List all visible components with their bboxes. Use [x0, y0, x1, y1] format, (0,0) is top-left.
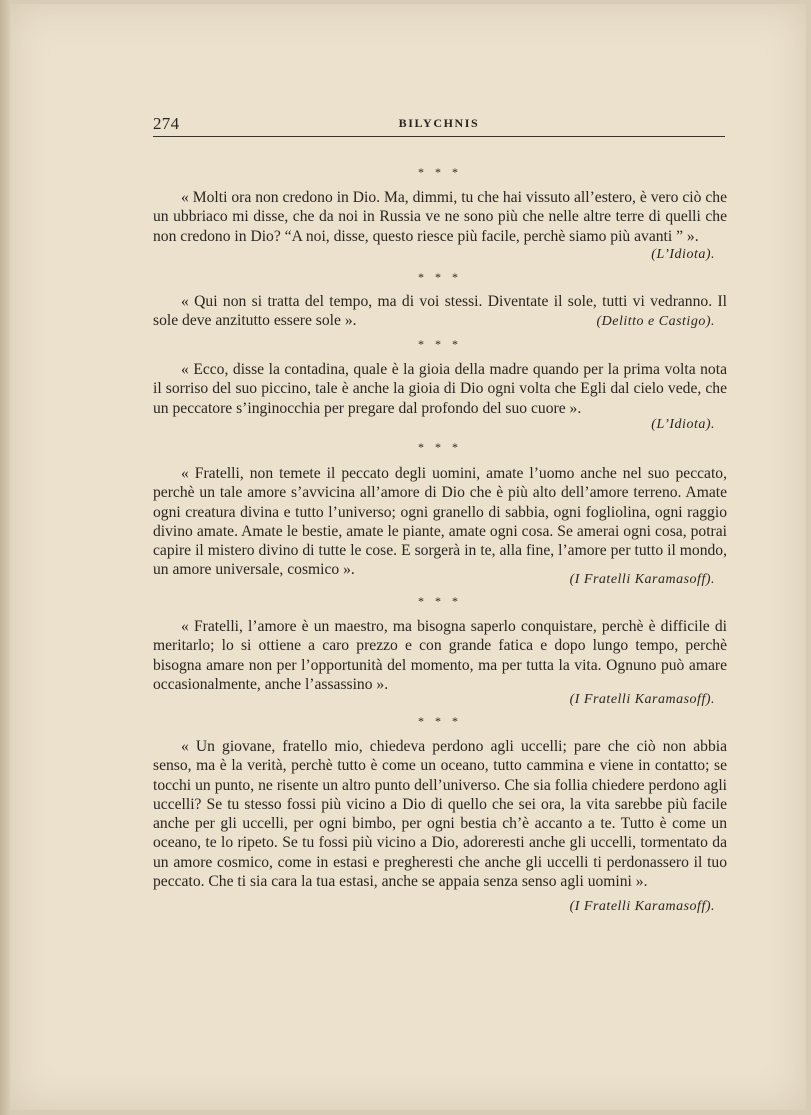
quote-text: « Fratelli, non temete il peccato degli uomini, amate l’uomo anche nel suo peccato, perchè un tale amore s’avvicina all’amore di Dio che è più alto dell’amore terreno. Amate ogni creatura divina e tutto l’universo; ogni granello di sabbia, ogni fogliolina, ogni raggio divino amate. Amate le bestie, amate le piante, amate ogni cosa. Se amerai ogni cosa, potrai capire il mistero divino di tutte le cose. E sorgerà in te, alla fine, l’amore per tutto il mondo, un amore universale, cosmico ». [153, 465, 727, 579]
quote-text: « Un giovane, fratello mio, chiedeva perdono agli uccelli; pare che ciò non abbia senso, ma è la verità, perchè tutto è come un oceano, tutto cammina e viene in contatto; se tocchi un punto, ne risente un altro punto dell’universo. Che sia follia chiedere perdono agli uccelli? Se tu stesso fossi più vicino a Dio di quello che sei ora, la vita sarebbe più facile anche per gli uccelli, per ogni bimbo, per ogni bestia ch’è accanto a te. Tutto è come un oceano, te lo ripeto. Se tu fossi più vicino a Dio, adoreresti anche gli uccelli, tormentato da un amore cosmico, come in estasi e pregheresti che anche gli uccelli ti perdonassero il tuo peccato. Che ti sia cara la tua estasi, anche se appaia senza senso agli uomini ». [153, 738, 727, 891]
quote-source: (I Fratelli Karamasoff). [569, 572, 715, 587]
running-head: BILYCHNIS [398, 116, 480, 130]
quote-source: (L’Idiota). [651, 417, 715, 432]
quote-source: (I Fratelli Karamasoff). [569, 692, 715, 707]
page-edge-shadow [0, 0, 10, 1115]
section-separator: * * * [418, 270, 462, 284]
quote-source: (L’Idiota). [651, 247, 715, 262]
quote-text: « Fratelli, l’amore è un maestro, ma bisogna saperlo conquistare, perchè è difficile di meritarlo; lo si ottiene a caro prezzo e con grande fatica e dopo lungo tempo, perchè bisogna amare non per l’opportunità del momento, ma per tutta la vita. Ognuno può amare occasionalmente, anche l’assassino ». [153, 618, 727, 693]
section-separator: * * * [418, 165, 462, 179]
quote-text: « Ecco, disse la contadina, quale è la gioia della madre quando per la prima volta nota il sorriso del suo piccino, tale è anche la gioia di Dio ogni volta che Egli dal cielo vede, che un peccatore s’inginocchia per pregare dal profondo del suo cuore ». [153, 361, 727, 417]
quote-text: « Qui non si tratta del tempo, ma di voi stessi. Diventate il sole, tutti vi vedranno. Il sole deve anzitutto essere sole ». [153, 293, 727, 330]
page-header [153, 112, 725, 137]
section-separator: * * * [418, 714, 462, 728]
quote-source: (Delitto e Castigo). [596, 314, 715, 329]
quote-source: (I Fratelli Karamasoff). [569, 899, 715, 914]
section-separator: * * * [418, 440, 462, 454]
section-separator: * * * [418, 337, 462, 351]
page-number: 274 [153, 114, 180, 133]
section-separator: * * * [418, 594, 462, 608]
quote-text: « Molti ora non credono in Dio. Ma, dimmi, tu che hai vissuto all’estero, è vero ciò che un ubbriaco mi disse, che da noi in Russia ve ne sono più che nelle altre terre di quelli che non credono in Dio? “A noi, disse, questo riesce più facile, perchè siamo più avanti ” ». [153, 189, 727, 245]
